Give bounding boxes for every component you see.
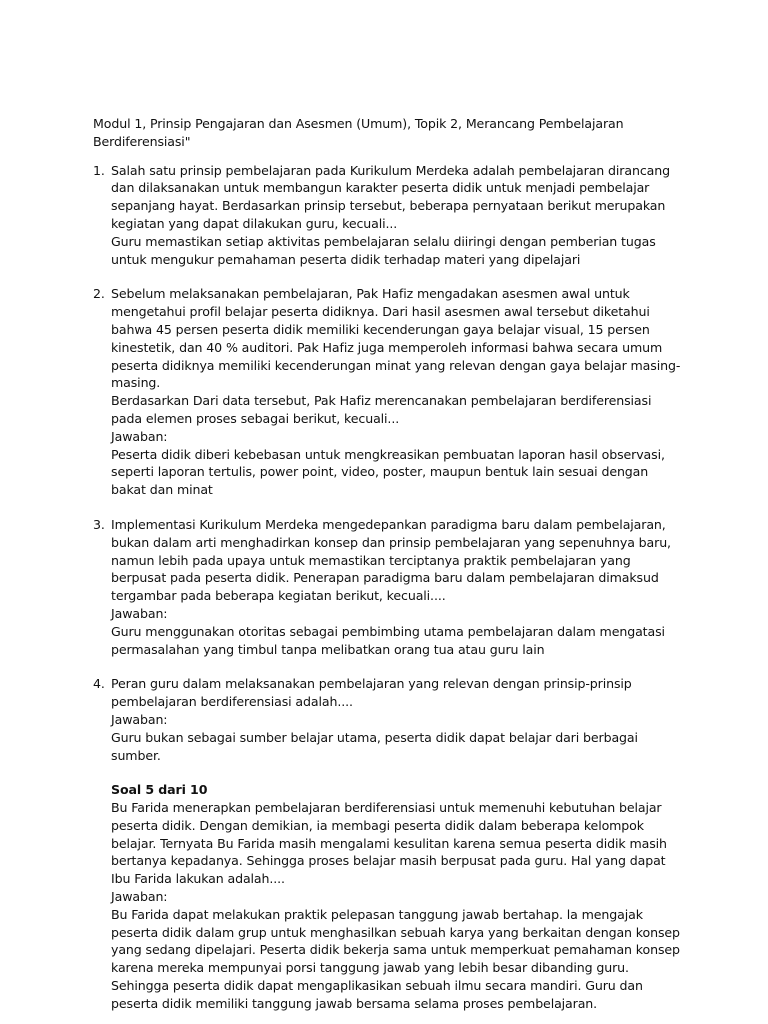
- question-number: 3.: [93, 516, 105, 532]
- question-text-continued: Berdasarkan Dari data tersebut, Pak Hafiz merencanakan pembelajaran berdiferensiasi pada elemen proses sebagai berikut, kecuali...: [111, 393, 652, 426]
- answer-label: Jawaban:: [111, 428, 168, 444]
- answer-text: Bu Farida dapat melakukan praktik pelepasan tanggung jawab bertahap. la mengajak peserta didik dalam grup untuk menghasilkan sebuah karya yang berkaitan dengan konsep yang sedang dipelajari. Peserta didik bekerja sama untuk memperkuat pemahaman konsep karena mereka mempunyai porsi tanggung jawab yang lebih besar dibanding guru. Sehingga peserta didik dapat mengaplikasikan sebuah ilmu secara mandiri. Guru dan peserta didik memiliki tanggung jawab bersama selama proses pembelajaran.: [111, 906, 680, 1011]
- question-4: [93, 675, 683, 764]
- question-heading: Soal 5 dari 10: [111, 782, 208, 798]
- question-text: Peran guru dalam melaksanakan pembelajaran yang relevan dengan prinsip-prinsip pembelajaran berdiferensiasi adalah....: [111, 676, 632, 710]
- answer-text: Guru memastikan setiap aktivitas pembelajaran selalu diiringi dengan pemberian tugas untuk mengukur pemahaman peserta didik terhadap materi yang dipelajari: [111, 233, 656, 267]
- question-text: Sebelum melaksanakan pembelajaran, Pak Hafiz mengadakan asesmen awal untuk mengetahui profil belajar peserta didiknya. Dari hasil asesmen awal tersebut diketahui bahwa 45 persen peserta didik memiliki kecenderungan gaya belajar visual, 15 persen kinestetik, dan 40 % auditori. Pak Hafiz juga memperoleh informasi bahwa secara umum peserta didiknya memiliki kecenderungan minat yang relevan dengan gaya belajar masing-masing.: [111, 286, 681, 391]
- question-number: 4.: [93, 676, 105, 692]
- question-2: [93, 285, 683, 499]
- answer-text: Peserta didik diberi kebebasan untuk mengkreasikan pembuatan laporan hasil observasi, seperti laporan tertulis, power point, video, poster, maupun bentuk lain sesuai dengan bakat dan minat: [111, 446, 665, 498]
- document-title: Modul 1, Prinsip Pengajaran dan Asesmen (Umum), Topik 2, Merancang Pembelajaran Berdiferensiasi": [93, 116, 624, 149]
- answer-text: Guru bukan sebagai sumber belajar utama, peserta didik dapat belajar dari berbagai sumber.: [111, 729, 638, 763]
- answer-label: Jawaban:: [111, 711, 168, 727]
- question-number: 1.: [93, 162, 105, 178]
- question-text: Implementasi Kurikulum Merdeka mengedepankan paradigma baru dalam pembelajaran, bukan dalam arti menghadirkan konsep dan prinsip pembelajaran yang sepenuhnya baru, namun lebih pada upaya untuk memastikan terciptanya praktik pembelajaran yang berpusat pada peserta didik. Penerapan paradigma baru dalam pembelajaran dimaksud tergambar pada beberapa kegiatan berikut, kecuali....: [111, 516, 671, 604]
- document-body: [93, 115, 683, 1013]
- answer-label: Jawaban:: [111, 889, 168, 905]
- question-text: Bu Farida menerapkan pembelajaran berdiferensiasi untuk memenuhi kebutuhan belajar peserta didik. Dengan demikian, ia membagi peserta didik dalam beberapa kelompok belajar. Ternyata Bu Farida masih mengalami kesulitan karena semua peserta didik masih bertanya kepadanya. Sehingga proses belajar masih berpusat pada guru. Hal yang dapat Ibu Farida lakukan adalah....: [111, 800, 667, 887]
- answer-label: Jawaban:: [111, 605, 168, 621]
- question-3: [93, 516, 683, 658]
- question-text: Salah satu prinsip pembelajaran pada Kurikulum Merdeka adalah pembelajaran dirancang dan dilaksanakan untuk membangun karakter peserta didik untuk menjadi pembelajar sepanjang hayat. Berdasarkan prinsip tersebut, beberapa pernyataan berikut merupakan kegiatan yang dapat dilakukan guru, kecuali...: [111, 162, 670, 231]
- answer-text: Guru menggunakan otoritas sebagai pembimbing utama pembelajaran dalam mengatasi permasalahan yang timbul tanpa melibatkan orang tua atau guru lain: [111, 623, 665, 657]
- question-number: 2.: [93, 286, 105, 302]
- question-1: [93, 162, 683, 269]
- question-5: [93, 781, 683, 1012]
